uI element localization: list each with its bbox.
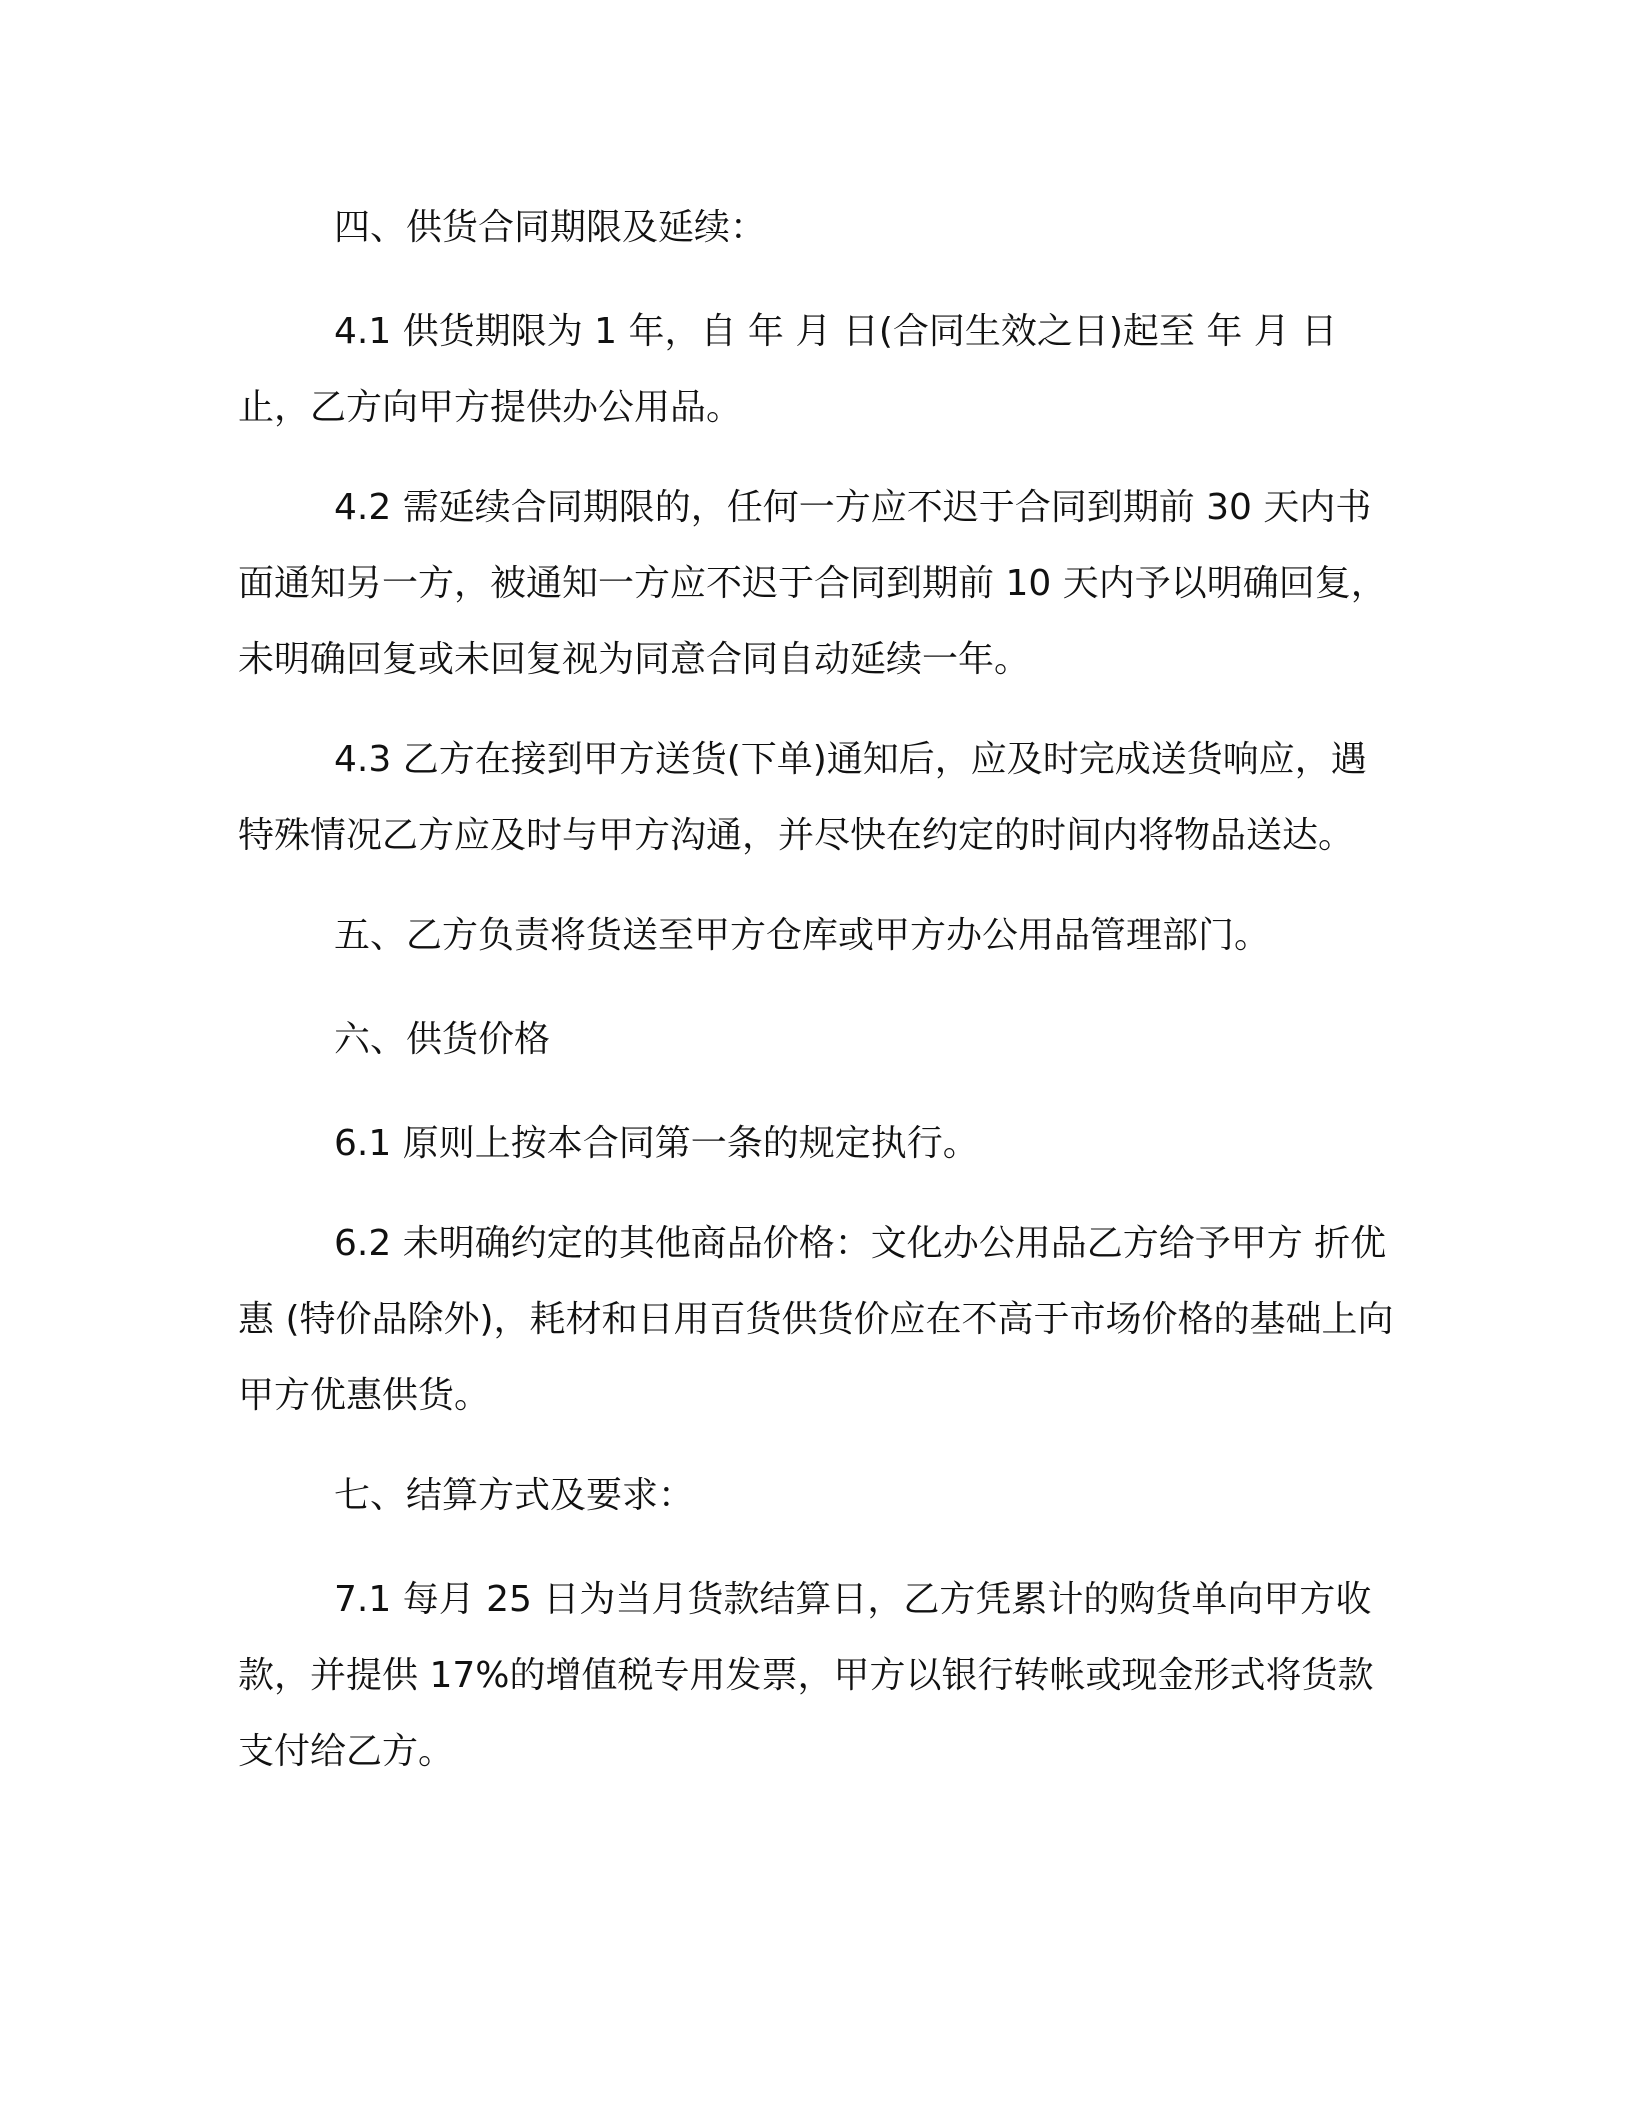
section-6-heading: 六、供货价格 xyxy=(334,1019,551,1060)
clause-6-1: 6.1 原则上按本合同第一条的规定执行。 xyxy=(334,1123,979,1164)
clause-4-1: 4.1 供货期限为 1 年，自 年 月 日(合同生效之日)起至 年 月 日止，乙方向甲方提供办公用品。 xyxy=(238,311,1338,428)
clause-4-2: 4.2 需延续合同期限的，任何一方应不迟于合同到期前 30 天内书面通知另一方，被通知一方应不迟于合同到期前 10 天内予以明确回复，未明确回复或未回复视为同意合同自动延续一年。 xyxy=(238,487,1387,680)
clause-4-3: 4.3 乙方在接到甲方送货(下单)通知后，应及时完成送货响应，遇特殊情况乙方应及时与甲方沟通，并尽快在约定的时间内将物品送达。 xyxy=(238,739,1367,856)
clause-6-2: 6.2 未明确约定的其他商品价格：文化办公用品乙方给予甲方 折优惠 (特价品除外)，耗材和日用百货供货价应在不高于市场价格的基础上向甲方优惠供货。 xyxy=(238,1223,1394,1416)
clause-7-1: 7.1 每月 25 日为当月货款结算日，乙方凭累计的购货单向甲方收款，并提供 17%的增值税专用发票，甲方以银行转帐或现金形式将货款支付给乙方。 xyxy=(238,1579,1374,1772)
document-body xyxy=(238,190,1398,1814)
section-4-heading: 四、供货合同期限及延续： xyxy=(334,207,767,248)
section-5-heading: 五、乙方负责将货送至甲方仓库或甲方办公用品管理部门。 xyxy=(334,915,1271,956)
section-7-heading: 七、结算方式及要求： xyxy=(334,1475,695,1516)
